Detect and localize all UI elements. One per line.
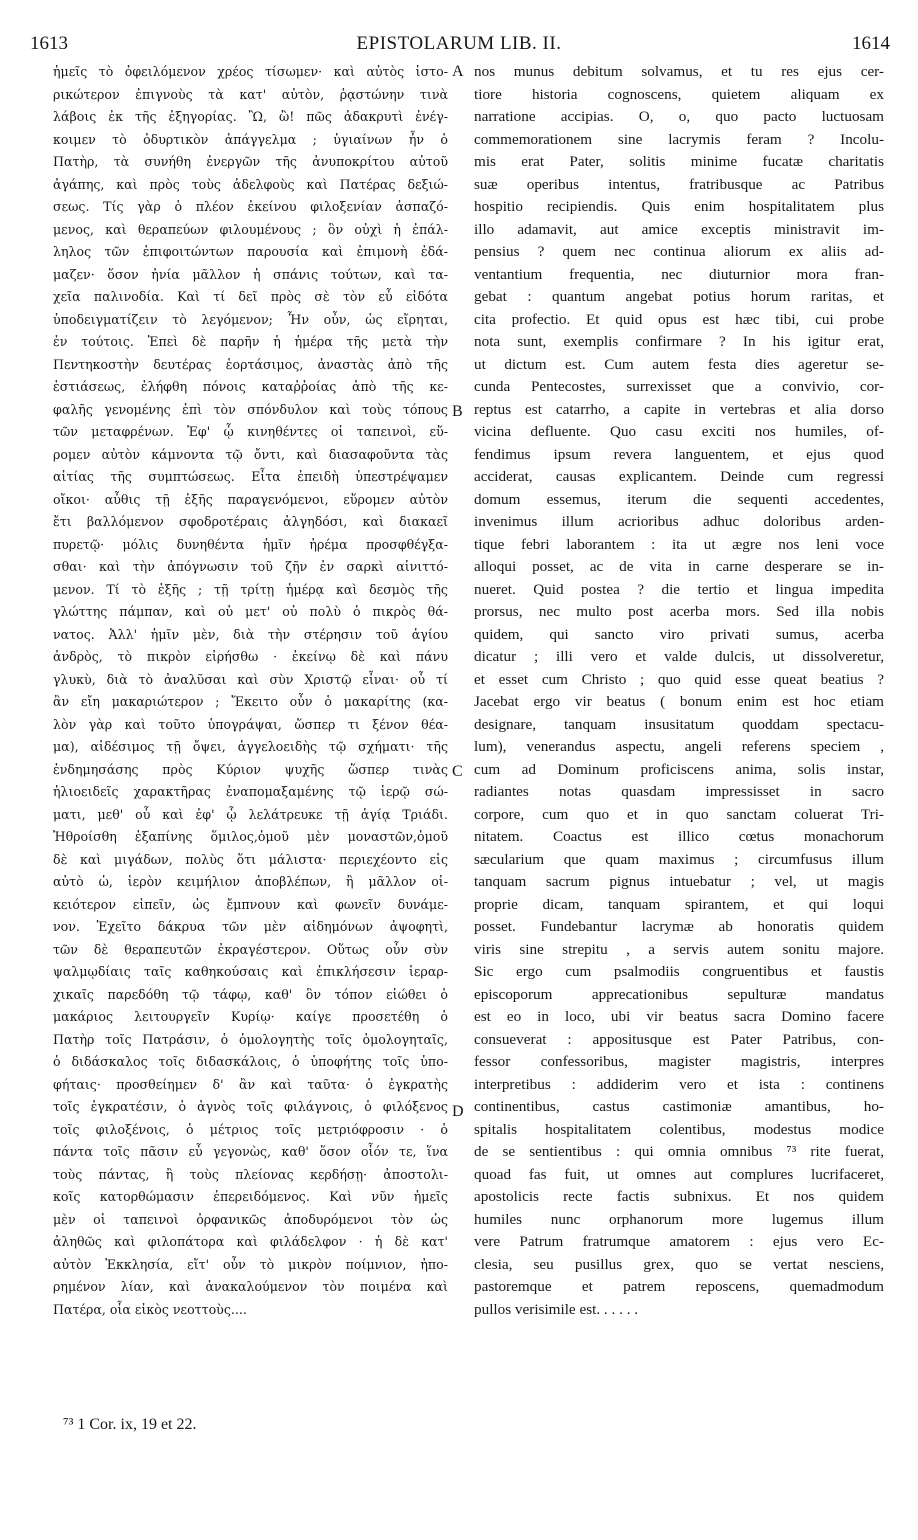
text-line: invenimus illum acrioribus adhuc doloribus arden- <box>474 513 884 530</box>
text-line: τῶν μεταφρένων. Ἐφ' ᾧ κινηθέντες οἱ ταπεινοὶ, εὕ- <box>53 424 448 439</box>
text-line: τοῖς φιλοξένοις, ὁ μέτριος τοῖς μετριόφροσιν · ὁ <box>53 1121 448 1137</box>
text-line: episcoporum apprecationibus sepulturæ mandatus <box>474 985 884 1003</box>
text-line: αἰτίας τῆς συμπτώσεως. Εἶτα ἐπειδὴ ὑπεστρέψαμεν <box>53 469 448 484</box>
text-line: γλώττης πάμπαν, καὶ οὐ μετ' οὐ πολὺ ὁ πικρὸς θά- <box>53 604 448 619</box>
text-line: mis erat Pater, solitis minime fucatæ charitatis <box>474 153 884 170</box>
text-line: νον. Ἐχεῖτο δάκρυα τῶν μὲν αἰδημόνων ἀψοφητὶ, <box>53 919 448 934</box>
text-line: illo adamavit, aut amice exceptis ministravit im- <box>474 220 884 238</box>
text-line: nitatem. Coactus est illico cœtus monachorum <box>474 828 884 845</box>
text-line: τοῖς ἐγκρατέσιν, ὁ ἁγνὸς τοῖς φιλάγνοις, ὁ φιλόξενος <box>53 1099 448 1114</box>
text-line: interpretibus : addiderim vero et ista : continens <box>474 1075 884 1093</box>
text-line: spitalis hospitalitatem colentibus, modestus modice <box>474 1120 884 1138</box>
text-line: ἡλιοειδεῖς χαρακτῆρας ἐναπομαξαμένης τῷ ἱερῷ σώ- <box>53 784 448 799</box>
text-line: sæcularium que quam maximus ; circumfusus illum <box>474 850 884 868</box>
text-line: tanquam sacrum pignus intuebatur ; vel, ut magis <box>474 873 884 890</box>
text-line: ἀγάπης, καὶ πρὸς τοὺς ἀδελφοὺς καὶ Πατέρας δεξιώ- <box>53 176 448 192</box>
page-header <box>0 33 918 57</box>
text-line: τοὺς πάντας, ἢ τοὺς πλείονας κερδήσῃ· ἀποστολι- <box>53 1166 448 1182</box>
text-line: ἑστιάσεως, ἐλήφθη πόνοις καταῤῥοίας ἀπὸ τῆς κε- <box>53 379 448 394</box>
section-marker-d: D <box>452 1103 464 1120</box>
text-line: domum essemus, iterum die sequenti accedentes, <box>474 490 884 508</box>
text-line: apostolicis recte factis subnixus. Et nos quidem <box>474 1188 884 1205</box>
text-line: pensius ? quem nec continua aliorum ex aliis ad- <box>474 243 884 260</box>
text-line: de se sentientibus : qui omnia omnibus ⁷³ rite fuerat, <box>474 1143 884 1160</box>
text-line: cum ad Dominum proficiscens anima, solis instar, <box>474 760 884 778</box>
text-line: κοῖς κατορθώμασιν ἐπερειδόμενος. Καὶ νῦν ἡμεῖς <box>53 1189 448 1204</box>
text-line: πάντα τοῖς πᾶσιν εὖ γεγονὼς, καθ' ὅσον οἷόν τε, ἵνα <box>53 1144 448 1159</box>
text-line: ut dictum est. Cum autem festa dies ageretur se- <box>474 355 884 373</box>
text-line: ὁ διδάσκαλος τοῖς διδασκάλοις, ὁ ὑποφήτης τοῖς ὑπο- <box>53 1054 448 1069</box>
text-line: commemorationem sine lacrymis feram ? Incolu- <box>474 130 884 148</box>
text-line: est eo in loco, ubi vir beatus sacra Domino facere <box>474 1008 884 1025</box>
text-line: cunda Pentecostes, surrexisset que a convivio, cor- <box>474 378 884 395</box>
text-line: dicatur ; illi vero et valde dulcis, ut dissolveretur, <box>474 648 884 665</box>
text-line: corpore, cum quo et in quo sanctam coluerat Tri- <box>474 805 884 823</box>
text-line: γλυκὺ, διὰ τὸ ἀναλῦσαι καὶ σὺν Χριστῷ εἶναι· οὗ τί <box>53 671 448 687</box>
text-line: Jacebat ergo vir beatus ( bonum enim est hoc etiam <box>474 693 884 710</box>
page-number-right: 1614 <box>852 33 890 54</box>
text-line: hospitio recipiendis. Quis enim hospitalitatem plus <box>474 198 884 215</box>
text-line: posset. Fundebantur lacrymæ ab honoratis quidem <box>474 918 884 935</box>
text-line: reptus est catarrho, a capite in vertebras et alia dorso <box>474 400 884 418</box>
text-line: μενος, καὶ θεραπεύων φιλουμένους ; ὃν οὐχὶ ἡ ἐπάλ- <box>53 221 448 237</box>
text-line: humiles nunc orphanorum more lugemus illum <box>474 1210 884 1228</box>
text-line: nota sunt, exemplis confirmare ? In his igitur erat, <box>474 333 884 350</box>
text-line: σεως. Τίς γὰρ ὁ πλέον ἐκείνου φιλοξενίαν ἀσπαζό- <box>53 199 448 214</box>
text-line: μὲν οἱ ταπεινοὶ ὀρφανικῶς ἀποδυρόμενοι τὸν ὡς <box>53 1211 448 1227</box>
text-line: λὸν γὰρ καὶ τοῦτο ὑπογράψαι, ὥσπερ τι ξένον θέα- <box>53 716 448 732</box>
text-line: quoad fas fuit, ut omnes aut complures lucrifaceret, <box>474 1165 884 1183</box>
text-line: Πατέρα, οἷα εἰκὸς νεοττοὺς.... <box>53 1301 247 1317</box>
text-line: designare, tanquam insusitatum quoddam spectacu- <box>474 715 884 733</box>
text-line: Πατὴρ τοῖς Πατράσιν, ὁ ὁμολογητὴς τοῖς ὁμολογηταῖς, <box>53 1031 448 1047</box>
text-line: σθαι· καὶ τὴν ἀπόγνωσιν τοῦ ζῆν ἐν σαρκὶ αἰνιττό- <box>53 559 448 574</box>
section-marker-b: B <box>452 403 463 420</box>
text-line: αὐτὸ ὡ, ἱερὸν κειμήλιον ἀποβλέπων, ἢ μᾶλλον οἰ- <box>53 874 448 889</box>
text-line: ἀληθῶς καὶ φιλοπάτορα καὶ φιλάδελφον · ἡ δὲ κατ' <box>53 1234 448 1249</box>
text-line: λάβοις ἐκ τῆς ἐξηγορίας. Ὢ, ὢ! πῶς ἀδακρυτὶ ἐνέγ- <box>53 109 448 124</box>
text-line: Sic ergo cum psalmodiis congruentibus et faustis <box>474 963 884 980</box>
text-line: χεῖα παλινοδία. Καὶ τί δεῖ πρὸς σὲ τὸν εὖ εἰδότα <box>53 289 448 304</box>
text-line: viris sine strepitu , a servis autem sonitu majore. <box>474 940 884 958</box>
footnote: ⁷³ 1 Cor. ix, 19 et 22. <box>63 1416 197 1433</box>
text-line: ἐνδημησάσης πρὸς Κύριον ψυχῆς ὥσπερ τινὰς <box>53 761 448 777</box>
text-line: φαλῆς γενομένης ἐπὶ τὸν σπόνδυλον καὶ τοὺς τόπους <box>53 401 448 417</box>
text-line: πυρετῷ· μόλις δυνηθέντα ἡμῖν ἠρέμα προσφθέγξα- <box>53 536 448 552</box>
text-line: fendimus ipsum revera languentem, et ejus quod <box>474 445 884 463</box>
text-line: μενον. Τί τὸ ἐξῆς ; τῇ τρίτῃ ἡμέρᾳ καὶ δεσμὸς τῆς <box>53 581 448 597</box>
text-line: quidem, qui sancto viro privati sumus, acerba <box>474 625 884 643</box>
running-title: EPISTOLARUM LIB. II. <box>356 33 562 54</box>
text-line: pastoremque et patrem reposcens, quemadmodum <box>474 1278 884 1295</box>
text-line: et esset cum Christo ; quo quid esse queat beatius ? <box>474 670 884 688</box>
text-line: lum), venerandus aspectu, angeli referens speciem , <box>474 738 884 755</box>
text-line: narratione accipias. O, o, quo pacto luctuosam <box>474 108 884 125</box>
text-line: prorsus, nec multo post acerba mors. Sed illa nobis <box>474 603 884 620</box>
text-line: οἴκοι· αὖθις τῇ ἑξῆς παραγενόμενοι, εὕρομεν αὐτὸν <box>53 491 448 507</box>
text-line: nos munus debitum solvamus, et tu res ejus cer- <box>474 63 884 80</box>
text-line: ματι, μεθ' οὗ καὶ ἐφ' ᾧ λελάτρευκε τῇ ἁγίᾳ Τριάδι. <box>53 806 448 822</box>
text-line: fessor confessoribus, magister magistris, interpres <box>474 1053 884 1070</box>
text-line: ρικώτερον ἐπιγνοὺς τὰ κατ' αὐτὸν, ῥᾳστώνην τινὰ <box>53 86 448 102</box>
text-line: ventantium frequentia, nec diuturnior mora fran- <box>474 265 884 283</box>
text-line: clesia, seu pusillus grex, quo se vertat nesciens, <box>474 1255 884 1273</box>
text-line: δὲ καὶ μιγάδων, πολὺς ὅτι μάλιστα· περιεχέοντο εἰς <box>53 851 448 867</box>
text-line: ληλος τῶν ἐπιφοιτώντων παρουσία καὶ ἐπιμονὴ ἐδά- <box>53 244 448 259</box>
section-marker-a: A <box>452 63 464 80</box>
text-line: Ἠθροίσθη ἐξαπίνης ὅμιλος,ὁμοῦ μὲν μοναστῶν,ὁμοῦ <box>53 829 448 844</box>
text-line: acciderat, causas explicantem. Deinde cum regressi <box>474 468 884 485</box>
text-line: μακάριος λειτουργεῖν Κυρίῳ· καίγε προσετέθη ὁ <box>53 1009 448 1024</box>
text-line: nueret. Quid postea ? die tertio et lingua impedita <box>474 580 884 598</box>
latin-column <box>474 61 884 1321</box>
page-number-left: 1613 <box>30 33 68 54</box>
text-line: ρημένον λίαν, καὶ ἀνακαλούμενον τὸν ποιμένα καὶ <box>53 1279 448 1294</box>
text-line: vere Patrum fratrumque amatorem : ejus vero Ec- <box>474 1233 884 1250</box>
text-line: ἡμεῖς τὸ ὀφειλόμενον χρέος τίσωμεν· καὶ αὐτὸς ἱστο- <box>53 64 448 79</box>
text-line: Πατὴρ, τὰ συνήθη ἐνεργῶν τῆς ἀνυποκρίτου αὐτοῦ <box>53 154 448 169</box>
text-line: Πεντηκοστὴν δευτέρας ἑορτάσιμος, ἀναστὰς ἀπὸ τῆς <box>53 356 448 372</box>
text-line: alloqui posset, ac de vita in carne desperare se in- <box>474 558 884 575</box>
text-line: tiore historia cognoscens, quietem aliquam ex <box>474 85 884 103</box>
section-marker-c: C <box>452 763 463 780</box>
text-line: vicina defluente. Quo casu exciti nos humiles, of- <box>474 423 884 440</box>
text-line: τῶν δὲ θεραπευτῶν ἐκραγέστερον. Οὕτως οὖν σὺν <box>53 941 448 957</box>
text-line: continentibus, castus castimoniæ amantibus, ho- <box>474 1098 884 1115</box>
text-line: ἀνδρὸς, τὸ πικρὸν εἰρήσθω · ἐκείνῳ δὲ καὶ πάνυ <box>53 649 448 664</box>
text-line: μα), αἰδέσιμος τῇ ὄψει, ἀγγελοειδὴς τῷ σχήματι· τῆς <box>53 739 448 754</box>
text-line: ἐν τούτοις. Ἐπεὶ δὲ παρῆν ἡ ἡμέρα τῆς μετὰ τὴν <box>53 334 448 349</box>
text-line: ἔτι βαλλόμενον σφοδροτέραις ἀλγηδόσι, καὶ διακαεῖ <box>53 514 448 529</box>
text-line: tique febri laborantem : ita ut ægre nos leni voce <box>474 535 884 553</box>
text-line: proprie dicam, tanquam spirantem, et qui loqui <box>474 895 884 913</box>
text-line: κειότερον εἰπεῖν, ὡς ἔμπνουν καὶ φωνεῖν δυνάμε- <box>53 896 448 912</box>
text-line: φήταις· προσθείημεν δ' ἂν καὶ ταῦτα· ὁ ἐγκρατὴς <box>53 1076 448 1092</box>
text-line: gebat : quantum angebat potius horum raritas, et <box>474 288 884 305</box>
text-line: suæ operibus intentus, fratribusque ac Patribus <box>474 175 884 193</box>
text-line: pullos verisimile est. . . . . . <box>474 1300 639 1318</box>
text-line: μαζεν· ὅσον ἠνία μᾶλλον ἡ σπάνις τούτων, καὶ τα- <box>53 266 448 282</box>
text-line: consueverat : appositusque est Pater Patribus, con- <box>474 1030 884 1048</box>
text-line: αὐτὸν Ἐκκλησία, εἴτ' οὖν τὸ μικρὸν ποίμνιον, ἠπο- <box>53 1256 448 1272</box>
text-line: ψαλμῳδίαις ταῖς καθηκούσαις καὶ ἐπικλήσεσιν ἱεραρ- <box>53 964 448 979</box>
text-line: κοιμεν τὸ ὀδυρτικὸν ἀπάγγελμα ; ὑγιαίνων ἦν ὁ <box>53 131 448 147</box>
text-line: cita profectio. Et quid opus est hæc tibi, cui probe <box>474 310 884 328</box>
text-line: radiantes notas quasdam impressisset in sacro <box>474 783 884 800</box>
greek-column <box>53 61 448 1321</box>
text-line: ρομεν αὐτὸν κάμνοντα τῷ ὄντι, καὶ διασαφοῦντα τὰς <box>53 446 448 462</box>
text-line: νατος. Ἀλλ' ἡμῖν μὲν, διὰ τὴν στέρησιν τοῦ ἁγίου <box>53 626 448 642</box>
text-line: χικαῖς παρεδόθη τῷ τάφῳ, καθ' ὃν τόπον εἰώθει ὁ <box>53 986 448 1002</box>
text-line: ὑποδειγματίζειν τὸ λεγόμενον; Ἦν οὖν, ὡς εἴρηται, <box>53 311 448 327</box>
text-line: ἂν εἴη μακαριώτερον ; Ἔκειτο οὖν ὁ μακαρίτης (κα- <box>53 694 448 709</box>
